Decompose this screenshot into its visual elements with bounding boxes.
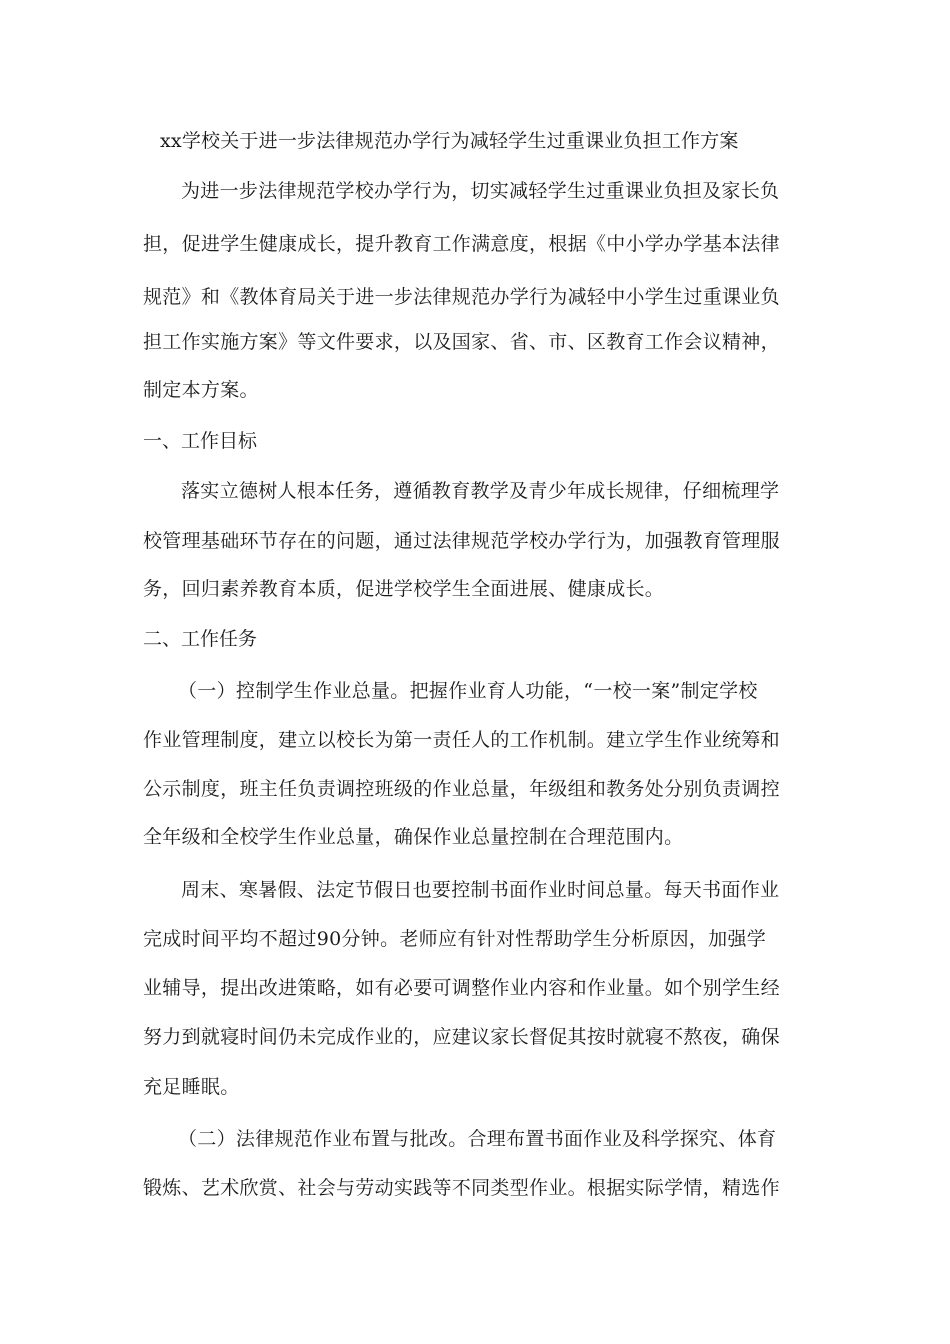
task1b-line-1: 周末、寒暑假、法定节假日也要控制书面作业时间总量。每天书面作业 xyxy=(181,879,780,901)
goals-line-2: 校管理基础环节存在的问题，通过法律规范学校办学行为，加强教育管理服 xyxy=(143,530,780,552)
task1b-line-5: 充足睡眠。 xyxy=(143,1076,240,1098)
task1-line-2: 作业管理制度，建立以校长为第一责任人的工作机制。建立学生作业统筹和 xyxy=(143,729,780,751)
goals-line-1: 落实立德树人根本任务，遵循教育教学及青少年成长规律，仔细梳理学 xyxy=(181,480,780,502)
section-heading-goals: 一、工作目标 xyxy=(143,430,258,452)
intro-line-5: 制定本方案。 xyxy=(143,379,259,401)
task1b-line-2: 完成时间平均不超过90分钟。老师应有针对性帮助学生分析原因，加强学 xyxy=(143,928,767,950)
intro-line-2: 担，促进学生健康成长，提升教育工作满意度，根据《中小学办学基本法律 xyxy=(143,233,780,255)
task1b-line-3: 业辅导，提出改进策略，如有必要可调整作业内容和作业量。如个别学生经 xyxy=(143,977,780,999)
task1-line-3: 公示制度，班主任负责调控班级的作业总量，年级组和教务处分别负责调控 xyxy=(143,778,780,800)
section-heading-tasks: 二、工作任务 xyxy=(143,628,258,650)
document-title: xx学校关于进一步法律规范办学行为减轻学生过重课业负担工作方案 xyxy=(160,130,739,152)
intro-line-1: 为进一步法律规范学校办学行为，切实减轻学生过重课业负担及家长负 xyxy=(181,180,780,202)
task2-line-2: 锻炼、艺术欣赏、社会与劳动实践等不同类型作业。根据实际学情，精选作 xyxy=(143,1177,780,1199)
goals-line-3: 务，回归素养教育本质，促进学校学生全面进展、健康成长。 xyxy=(143,578,665,600)
task1b-line-4: 努力到就寝时间仍未完成作业的，应建议家长督促其按时就寝不熬夜，确保 xyxy=(143,1026,780,1048)
task1-line-4: 全年级和全校学生作业总量，确保作业总量控制在合理范围内。 xyxy=(143,826,684,848)
intro-line-3: 规范》和《教体育局关于进一步法律规范办学行为减轻中小学生过重课业负 xyxy=(143,286,780,308)
task2-line-1: （二）法律规范作业布置与批改。合理布置书面作业及科学探究、体育 xyxy=(178,1128,777,1150)
task1-line-1: （一）控制学生作业总量。把握作业育人功能，“一校一案”制定学校 xyxy=(178,680,758,702)
intro-line-4: 担工作实施方案》等文件要求，以及国家、省、市、区教育工作会议精神， xyxy=(143,331,780,353)
